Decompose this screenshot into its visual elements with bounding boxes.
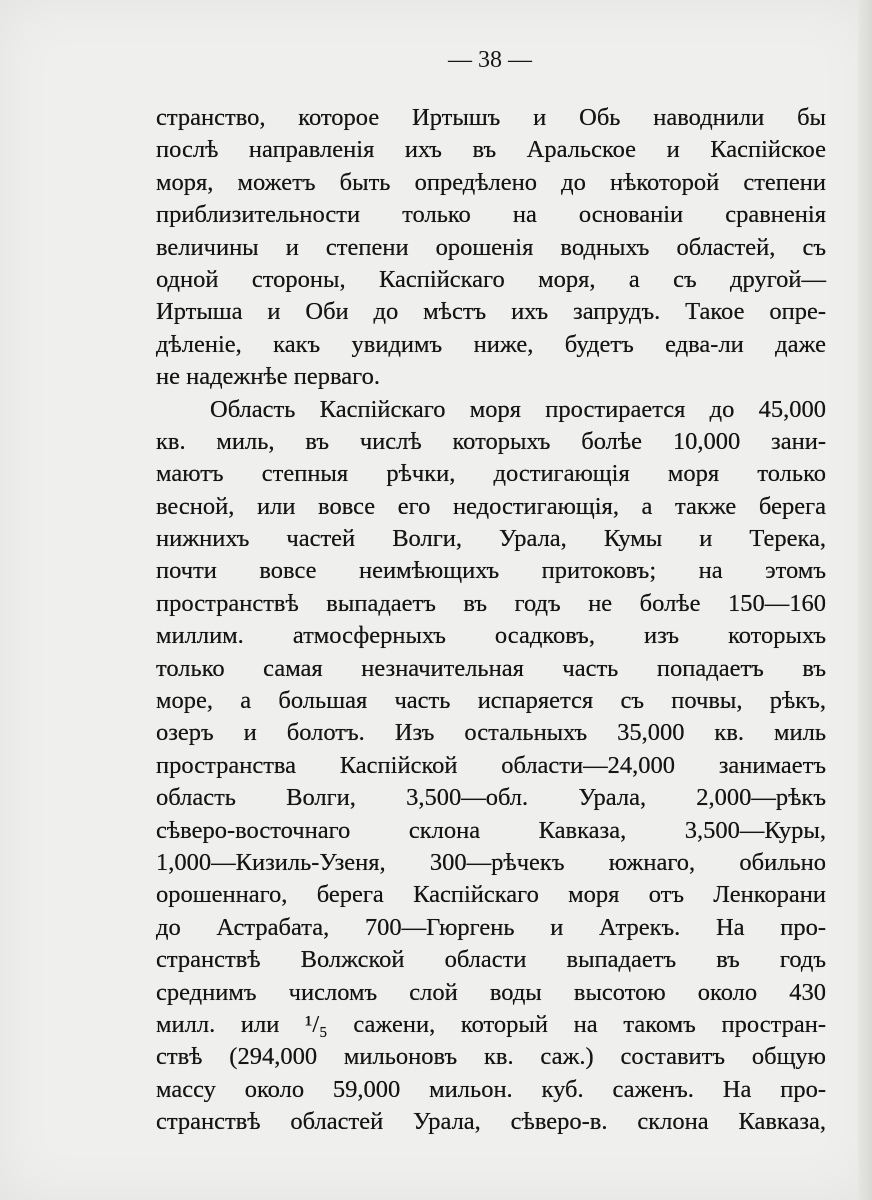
text-line: до Астрабата, 700—Гюргень и Атрекъ. На про- xyxy=(156,913,826,941)
text-line: моря, можетъ быть опредѣлено до нѣкоторой степени xyxy=(156,168,826,196)
text-line: ствѣ (294,000 мильоновъ кв. саж.) составитъ общую xyxy=(156,1043,826,1071)
text-line: нижнихъ частей Волги, Урала, Кумы и Терека, xyxy=(156,525,826,553)
text-line: только самая незначительная часть попадаетъ въ xyxy=(156,654,826,682)
text-line: кв. миль, въ числѣ которыхъ болѣе 10,000 зани- xyxy=(156,427,826,455)
text-line: весной, или вовсе его недостигающія, а также берега xyxy=(156,492,826,520)
page-edge-shadow xyxy=(858,0,872,1200)
text-line: орошеннаго, берега Каспійскаго моря отъ Ленкорани xyxy=(156,881,826,909)
text-line: Иртыша и Оби до мѣстъ ихъ запрудъ. Такое опре- xyxy=(156,298,826,326)
body-text xyxy=(156,102,826,1139)
text-line: почти вовсе неимѣющихъ притоковъ; на этомъ xyxy=(156,557,826,585)
text-line: странствѣ Волжской области выпадаетъ въ годъ xyxy=(156,946,826,974)
text-line: одной стороны, Каспійскаго моря, а съ другой— xyxy=(156,265,826,293)
text-line: миллим. атмосферныхъ осадковъ, изъ которыхъ xyxy=(156,622,826,650)
text-line: массу около 59,000 мильон. куб. саженъ. На про- xyxy=(156,1075,826,1103)
text-line: море, а большая часть испаряется съ почвы, рѣкъ, xyxy=(156,687,826,715)
text-line: среднимъ числомъ слой воды высотою около 430 xyxy=(156,978,826,1006)
text-line: приблизительности только на основаніи сравненія xyxy=(156,201,826,229)
text-line: маютъ степныя рѣчки, достигающія моря только xyxy=(156,460,826,488)
text-line: милл. или ¹/₅ сажени, который на такомъ простран- xyxy=(156,1010,826,1038)
text-line: величины и степени орошенія водныхъ областей, съ xyxy=(156,233,826,261)
page-number: — 38 — xyxy=(448,47,532,73)
text-line: сѣверо-восточнаго склона Кавказа, 3,500—Куры, xyxy=(156,816,826,844)
text-line: послѣ направленія ихъ въ Аральское и Каспійское xyxy=(156,136,826,164)
text-line: дѣленіе, какъ увидимъ ниже, будетъ едва-ли даже xyxy=(156,330,826,358)
text-line: 1,000—Кизиль-Узеня, 300—рѣчекъ южнаго, обильно xyxy=(156,848,826,876)
text-line: странствѣ областей Урала, сѣверо-в. склона Кавказа, xyxy=(156,1108,826,1136)
text-line: странство, которое Иртышъ и Обь наводнили бы xyxy=(156,104,826,131)
text-line: область Волги, 3,500—обл. Урала, 2,000—рѣкъ xyxy=(156,784,826,812)
paragraph-first-line: Область Каспійскаго моря простирается до 45,000 xyxy=(210,395,826,423)
text-line: пространства Каспійской области—24,000 занимаетъ xyxy=(156,751,826,779)
paragraph-end-line: не надежнѣе перваго. xyxy=(156,363,380,391)
text-line: озеръ и болотъ. Изъ остальныхъ 35,000 кв. миль xyxy=(156,719,826,747)
text-line: пространствѣ выпадаетъ въ годъ не болѣе 150—160 xyxy=(156,589,826,617)
